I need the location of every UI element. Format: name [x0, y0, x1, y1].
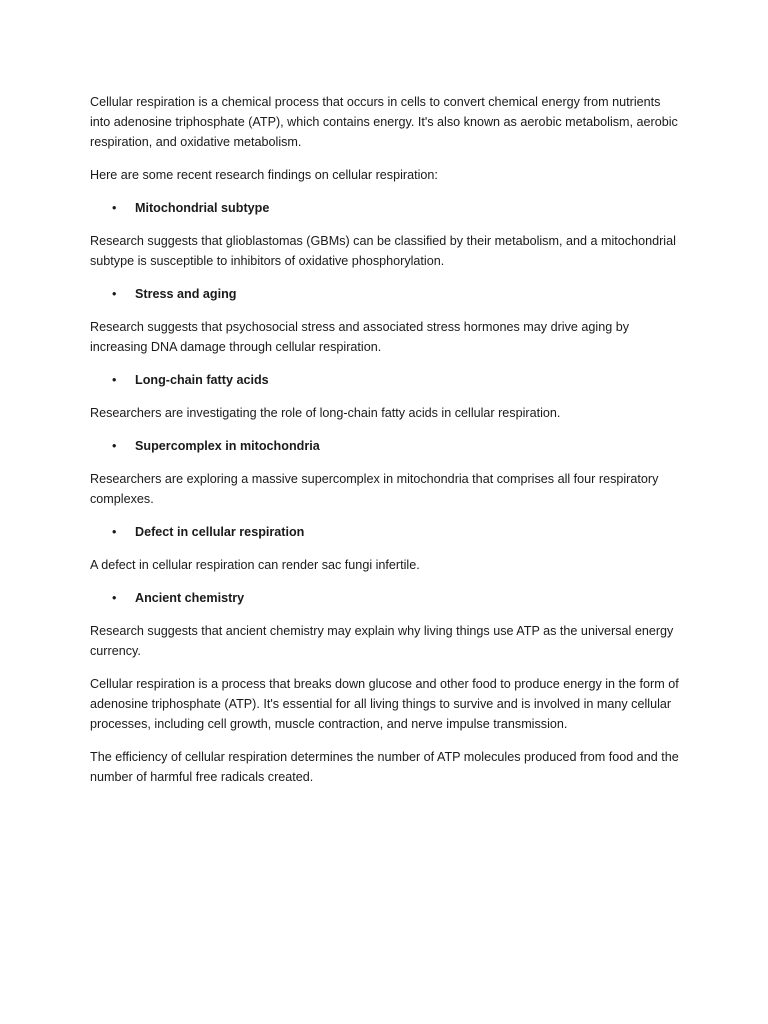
finding-paragraph: Researchers are investigating the role of long-chain fatty acids in cellular respiration. [90, 406, 561, 420]
bullet-item-stress-and-aging [90, 284, 680, 304]
bullet-item-supercomplex [90, 436, 680, 456]
finding-paragraph: Researchers are exploring a massive supercomplex in mitochondria that comprises all four respiratory complexes. [90, 472, 659, 506]
bullet-dot-icon: • [112, 373, 117, 387]
finding-paragraph: A defect in cellular respiration can render sac fungi infertile. [90, 558, 420, 572]
document-page [90, 92, 680, 800]
finding-paragraph: Research suggests that psychosocial stress and associated stress hormones may drive aging by increasing DNA damage through cellular respiration. [90, 320, 629, 354]
bullet-dot-icon: • [112, 287, 117, 301]
bullet-item-defect [90, 522, 680, 542]
bullet-dot-icon: • [112, 201, 117, 215]
bullet-dot-icon: • [112, 525, 117, 539]
closing-paragraph: Cellular respiration is a process that breaks down glucose and other food to produce energy in the form of adenosine triphosphate (ATP). It's essential for all living things to survive and is involved in many cellular processes, including cell growth, muscle contraction, and nerve impulse transmission. [90, 677, 679, 731]
bullet-heading: Ancient chemistry [135, 591, 245, 605]
bullet-dot-icon: • [112, 439, 117, 453]
bullet-heading: Long-chain fatty acids [135, 373, 269, 387]
finding-paragraph: Research suggests that glioblastomas (GBMs) can be classified by their metabolism, and a mitochondrial subtype is susceptible to inhibitors of oxidative phosphorylation. [90, 234, 676, 268]
bullet-heading: Defect in cellular respiration [135, 525, 305, 539]
bullet-heading: Supercomplex in mitochondria [135, 439, 320, 453]
bullet-heading: Mitochondrial subtype [135, 201, 270, 215]
bullet-dot-icon: • [112, 591, 117, 605]
finding-paragraph: Research suggests that ancient chemistry may explain why living things use ATP as the universal energy currency. [90, 624, 674, 658]
intro-paragraph: Cellular respiration is a chemical process that occurs in cells to convert chemical energy from nutrients into adenosine triphosphate (ATP), which contains energy. It's also known as aerobic metabolism, aerobic respiration, and oxidative metabolism. [90, 95, 678, 149]
findings-intro-paragraph: Here are some recent research findings on cellular respiration: [90, 168, 438, 182]
bullet-item-mitochondrial-subtype [90, 198, 680, 218]
bullet-item-ancient-chemistry [90, 588, 680, 608]
bullet-heading: Stress and aging [135, 287, 237, 301]
efficiency-paragraph: The efficiency of cellular respiration determines the number of ATP molecules produced from food and the number of harmful free radicals created. [90, 750, 679, 784]
bullet-item-long-chain-fatty-acids [90, 370, 680, 390]
